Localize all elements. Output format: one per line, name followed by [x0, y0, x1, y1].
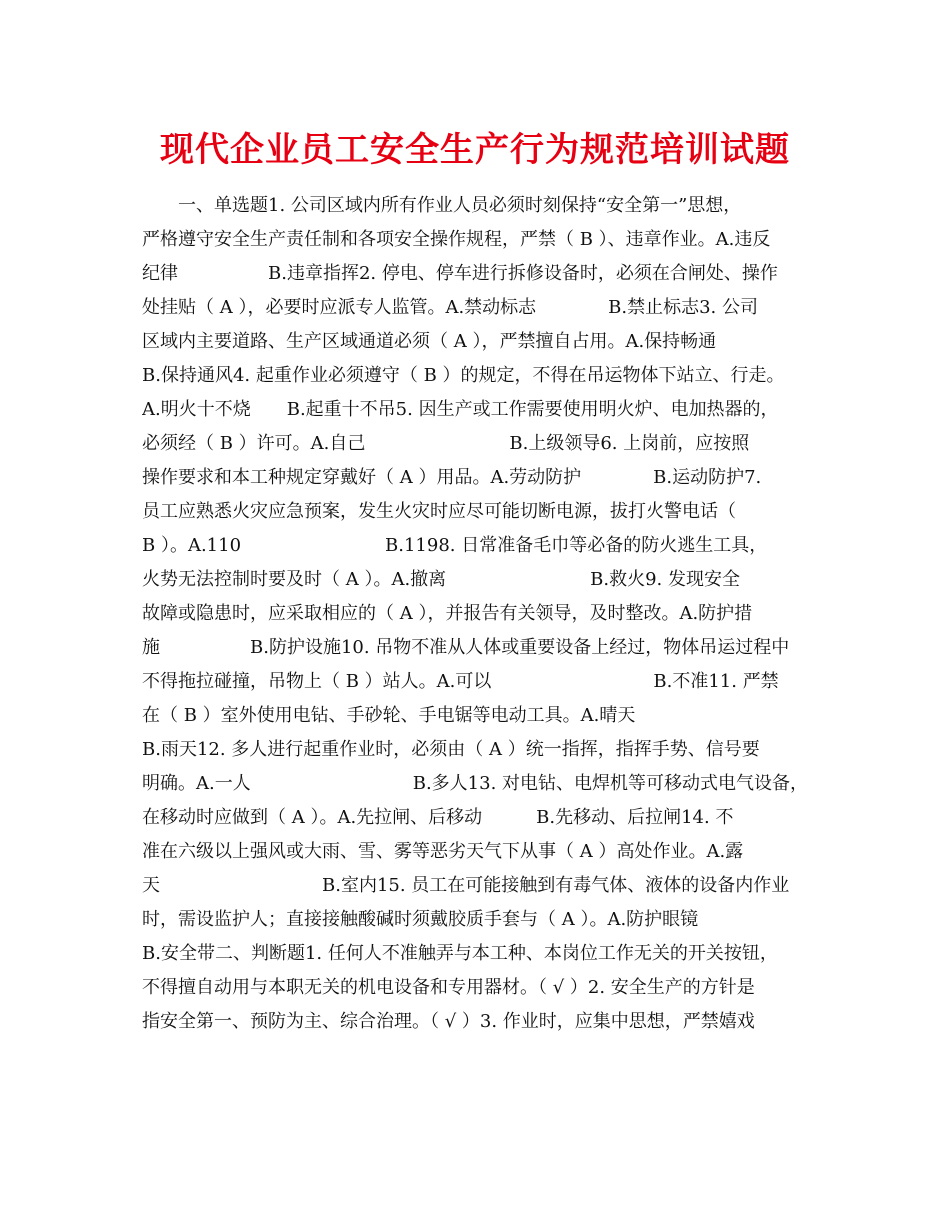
body-line: A.明火十不烧 B.起重十不吊5. 因生产或工作需要使用明火炉、电加热器的，: [142, 399, 779, 420]
body-line: 必须经（ B ）许可。A.自己 B.上级领导6. 上岗前，应按照: [142, 433, 750, 454]
body-line: 一、单选题1. 公司区域内所有作业人员必须时刻保持“安全第一”思想，: [142, 195, 742, 216]
body-line: 明确。A.一人 B.多人13. 对电钻、电焊机等可移动式电气设备，: [142, 773, 809, 794]
body-line: B.雨天12. 多人进行起重作业时，必须由（ A ）统一指挥，指挥手势、信号要: [142, 739, 760, 760]
body-line: 员工应熟悉火灾应急预案，发生火灾时应尽可能切断电源，拔打火警电话（: [142, 501, 736, 522]
body-line: 在（ B ）室外使用电钻、手砂轮、手电锯等电动工具。A.晴天: [142, 705, 636, 726]
body-line: 在移动时应做到（ A ）。A.先拉闸、后移动 B.先移动、后拉闸14. 不: [142, 807, 734, 828]
body-line: 指安全第一、预防为主、综合治理。（ √ ）3. 作业时，应集中思想，严禁嬉戏: [142, 1011, 755, 1032]
body-line: B ）。A.110 B.1198. 日常准备毛巾等必备的防火逃生工具，: [142, 535, 768, 556]
body-line: 火势无法控制时要及时（ A ）。A.撤离 B.救火9. 发现安全: [142, 569, 741, 590]
body-line: 故障或隐患时，应采取相应的（ A ），并报告有关领导，及时整改。A.防护措: [142, 603, 753, 624]
body-line: B.安全带二、判断题1. 任何人不准触弄与本工种、本岗位工作无关的开关按钮，: [142, 943, 778, 964]
body-line: 操作要求和本工种规定穿戴好（ A ）用品。A.劳动防护 B.运动防护7.: [142, 467, 762, 488]
body-line: 处挂贴（ A ），必要时应派专人监管。A.禁动标志 B.禁止标志3. 公司: [142, 297, 759, 318]
body-line: 时，需设监护人；直接接触酸碱时须戴胶质手套与（ A ）。A.防护眼镜: [142, 909, 699, 930]
document-title: 现代企业员工安全生产行为规范培训试题: [160, 130, 790, 170]
body-line: 施 B.防护设施10. 吊物不准从人体或重要设备上经过，物体吊运过程中: [142, 637, 790, 658]
body-line: B.保持通风4. 起重作业必须遵守（ B ）的规定，不得在吊运物体下站立、行走。: [142, 365, 785, 386]
body-line: 不得擅自动用与本职无关的机电设备和专用器材。（ √ ）2. 安全生产的方针是: [142, 977, 755, 998]
body-line: 纪律 B.违章指挥2. 停电、停车进行拆修设备时，必须在合闸处、操作: [142, 263, 778, 284]
body-line: 区域内主要道路、生产区域通道必须（ A ），严禁擅自占用。A.保持畅通: [142, 331, 717, 352]
body-line: 严格遵守安全生产责任制和各项安全操作规程，严禁（ B ）、违章作业。A.违反: [142, 229, 771, 250]
body-line: 不得拖拉碰撞，吊物上（ B ）站人。A.可以 B.不准11. 严禁: [142, 671, 779, 692]
body-line: 准在六级以上强风或大雨、雪、雾等恶劣天气下从事（ A ）高处作业。A.露: [142, 841, 744, 862]
body-line: 天 B.室内15. 员工在可能接触到有毒气体、液体的设备内作业: [142, 875, 790, 896]
